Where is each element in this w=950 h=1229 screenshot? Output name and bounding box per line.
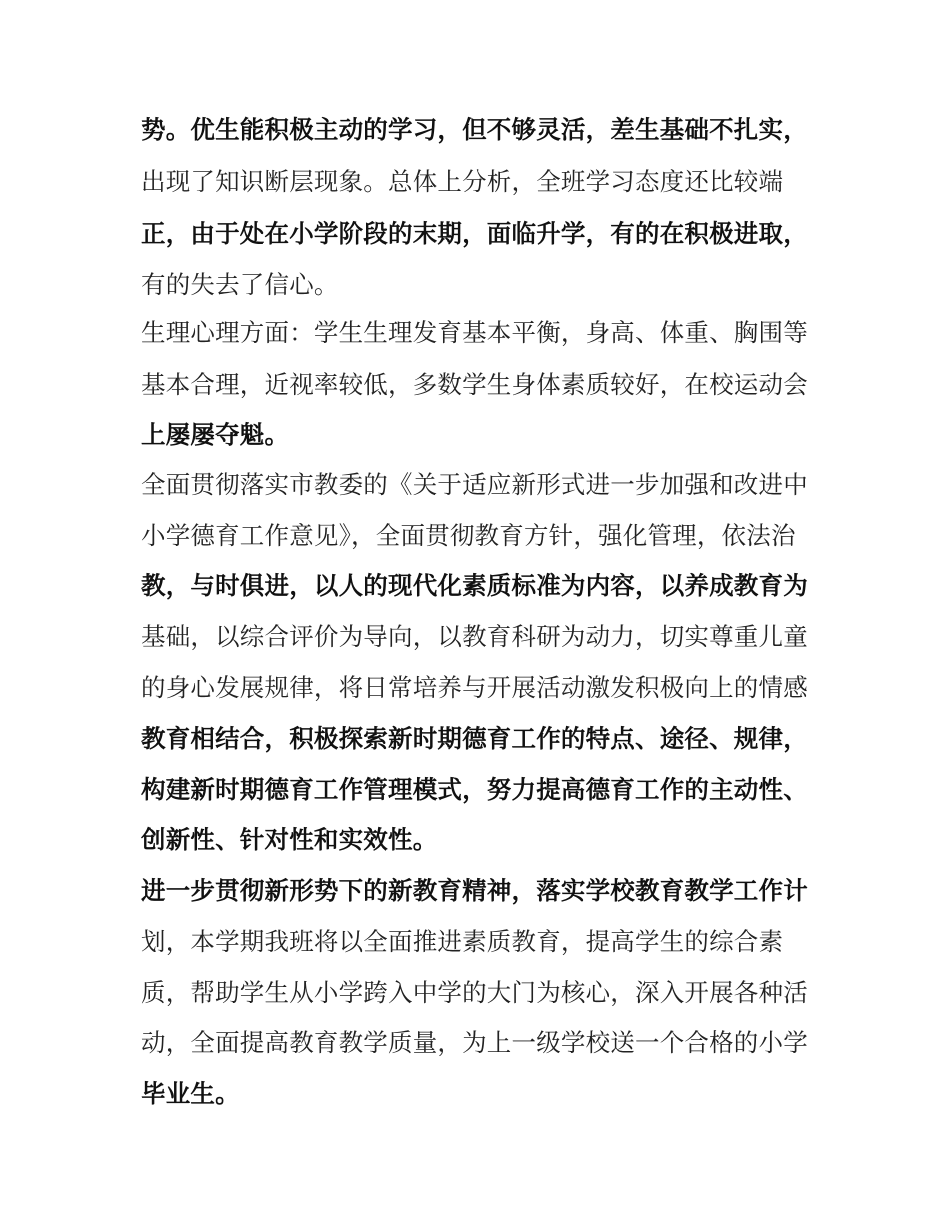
text-line: 上屡屡夺魁。 — [141, 420, 290, 449]
text-line: 教，与时俱进，以人的现代化素质标准为内容，以养成教育为 — [141, 571, 808, 600]
text-line: 生理心理方面：学生生理发育基本平衡，身高、体重、胸围等 — [141, 318, 808, 347]
text-line: 基本合理，近视率较低，多数学生身体素质较好，在校运动会 — [141, 370, 808, 399]
text-line: 进一步贯彻新形势下的新教育精神，落实学校教育教学工作计 — [141, 876, 808, 905]
text-line: 的身心发展规律，将日常培养与开展活动激发积极向上的情感 — [141, 673, 808, 702]
text-line: 小学德育工作意见》，全面贯彻教育方针，强化管理，依法治 — [141, 521, 796, 550]
text-line: 教育相结合，积极探索新时期德育工作的特点、途径、规律， — [141, 724, 808, 753]
text-line: 正，由于处在小学阶段的末期，面临升学，有的在积极进取， — [141, 219, 808, 248]
text-line: 毕业生。 — [141, 1079, 240, 1108]
text-line: 全面贯彻落实市教委的《关于适应新形式进一步加强和改进中 — [141, 470, 808, 499]
text-line: 出现了知识断层现象。总体上分析，全班学习态度还比较端 — [141, 167, 784, 196]
text-line: 有的失去了信心。 — [141, 270, 339, 299]
text-line: 动，全面提高教育教学质量，为上一级学校送一个合格的小学 — [141, 1028, 808, 1057]
text-line: 势。优生能积极主动的学习，但不够灵活，差生基础不扎实， — [141, 115, 808, 144]
text-line: 划，本学期我班将以全面推进素质教育，提高学生的综合素 — [141, 927, 784, 956]
text-line: 构建新时期德育工作管理模式，努力提高德育工作的主动性、 — [141, 775, 808, 804]
text-line: 创新性、针对性和实效性。 — [141, 825, 438, 854]
text-line: 基础，以综合评价为导向，以教育科研为动力，切实尊重儿童 — [141, 622, 808, 651]
text-line: 质，帮助学生从小学跨入中学的大门为核心，深入开展各种活 — [141, 978, 808, 1007]
